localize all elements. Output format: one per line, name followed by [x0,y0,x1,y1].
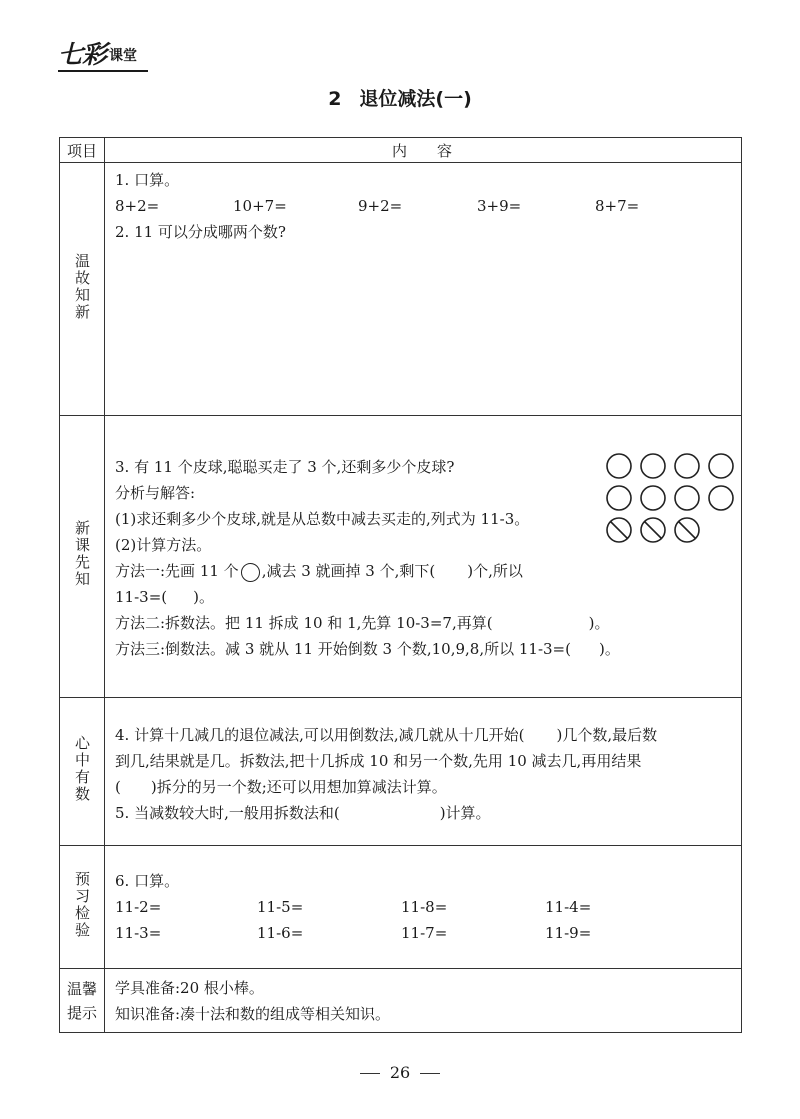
method2-line: 方法二:拆数法。把 11 拆成 10 和 1,先算 10-3=7,再算( )。 [115,614,610,632]
circle-icon [241,563,260,582]
ball-circle [709,486,733,510]
section-xinzhong [60,698,742,846]
table-header-row [60,138,742,163]
exercise-4: 3+9= [477,197,522,215]
exercise-row1-3: 11-8= [401,898,448,916]
section-xinke [60,416,742,698]
section-yuxi [60,846,742,969]
exercise-row2-1: 11-3= [115,924,162,942]
q5-line: 5. 当减数较大时,一般用拆数法和( )计算。 [115,804,491,822]
q3-text: 3. 有 11 个皮球,聪聪买走了 3 个,还剩多少个皮球? [115,458,455,476]
lesson-title [0,84,800,111]
tip-2: 知识准备:凑十法和数的组成等相关知识。 [115,1005,391,1023]
exercise-row1-2: 11-5= [257,898,304,916]
footer-dash-left [360,1073,380,1074]
ball-cross-mark [678,521,696,539]
brand-sub: 课堂 [109,48,138,64]
section-wenxin [60,969,742,1033]
ball-cross-mark [610,521,628,539]
ball-circle [675,486,699,510]
header-content: 内容 [105,138,742,163]
lesson-title-text: 退位减法(一) [359,88,472,110]
brand-logo [58,42,137,67]
q6-row1 [115,894,741,920]
footer-dash-right [420,1073,440,1074]
header-item: 项目 [60,138,105,163]
section-content-wengu [105,163,742,416]
analysis-label: 分析与解答: [115,484,196,502]
method1-line: 方法一:先画 11 个 ,减去 3 就画掉 3 个,剩下( )个,所以 [115,562,523,580]
q6-text: 6. 口算。 [115,872,180,890]
method3-line: 方法三:倒数法。减 3 就从 11 开始倒数 3 个数,10,9,8,所以 11-3=( )。 [115,640,620,658]
ball-circle [607,486,631,510]
section-content-yuxi [105,846,742,969]
section-label-xinke: 新课先知 [60,416,105,698]
ball-cross-mark [644,521,662,539]
logo-underline [58,70,148,72]
section-label-xinzhong: 心中有数 [60,698,105,846]
ball-illustration [605,452,735,544]
section-content-xinke [105,416,742,698]
exercise-row1-4: 11-4= [545,898,592,916]
ball-circle [675,454,699,478]
worksheet-table [59,137,742,1033]
q4-line2: 到几,结果就是几。拆数法,把十几拆成 10 和另一个数,先用 10 减去几,再用结果 [115,752,642,770]
section-content-wenxin [105,969,742,1033]
step1-text: (1)求还剩多少个皮球,就是从总数中减去买走的,列式为 11-3。 [115,510,530,528]
lesson-number: 2 [328,88,342,110]
method1-result: 11-3=( )。 [115,588,214,606]
tip-1: 学具准备:20 根小棒。 [115,979,264,997]
ball-circle [607,454,631,478]
exercise-5: 8+7= [595,197,640,215]
q4-line3: ( )拆分的另一个数;还可以用想加算减法计算。 [115,778,447,796]
section-wengu [60,163,742,416]
exercise-3: 9+2= [358,197,403,215]
q1-exercises [115,193,741,219]
step2-text: (2)计算方法。 [115,536,212,554]
page-number: 26 [389,1063,411,1082]
q4-line1: 4. 计算十几减几的退位减法,可以用倒数法,减几就从十几开始( )几个数,最后数 [115,726,658,744]
ball-circle [641,486,665,510]
exercise-row2-2: 11-6= [257,924,304,942]
exercise-1: 8+2= [115,197,160,215]
q2-text: 2. 11 可以分成哪两个数? [115,223,286,241]
exercise-row2-3: 11-7= [401,924,448,942]
exercise-2: 10+7= [233,197,287,215]
section-label-yuxi: 预习检验 [60,846,105,969]
q6-row2 [115,920,741,946]
section-content-xinzhong [105,698,742,846]
section-label-wenxin [60,969,105,1033]
page-footer [0,1063,800,1082]
brand-name: 七彩 [58,40,107,69]
q1-text: 1. 口算。 [115,171,180,189]
exercise-row1-1: 11-2= [115,898,162,916]
exercise-row2-4: 11-9= [545,924,592,942]
ball-circle [709,454,733,478]
tips-label: 温馨提示 [66,979,97,1022]
section-label-wengu: 温故知新 [60,163,105,416]
ball-circle [641,454,665,478]
